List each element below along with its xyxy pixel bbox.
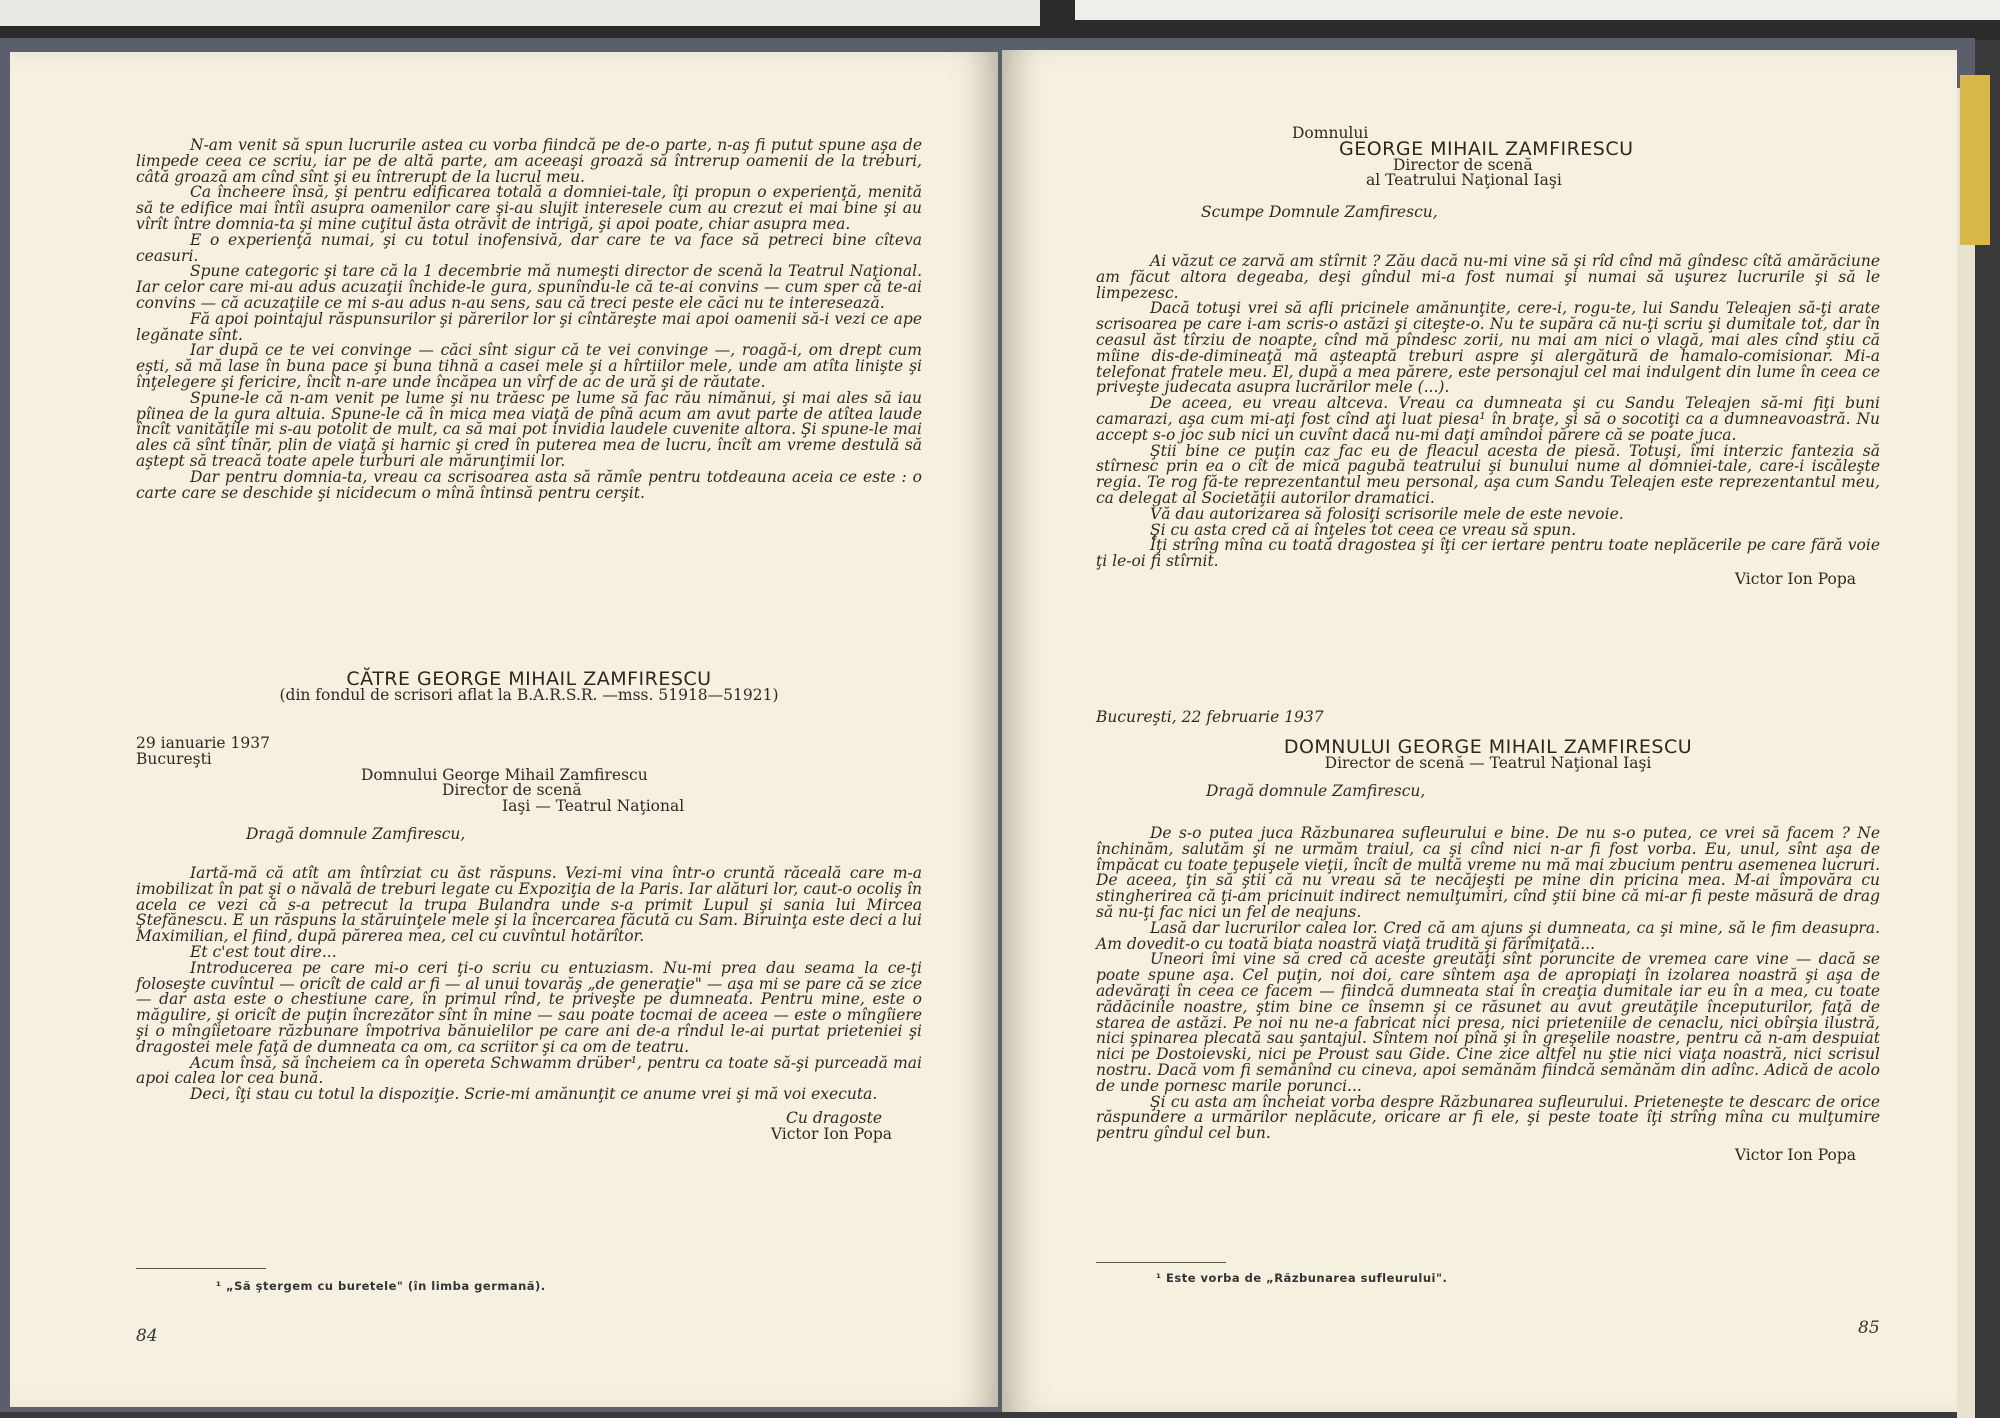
open-book — [0, 38, 1975, 1412]
signature: Victor Ion Popa — [1734, 1145, 1856, 1164]
salutation: Scumpe Domnule Zamfirescu, — [1201, 203, 1438, 222]
page-number: 84 — [136, 1326, 158, 1346]
salutation: Dragă domnule Zamfirescu, — [246, 824, 466, 843]
paragraph: Îţi strîng mîna cu toată dragostea şi îţi cer iertare pentru toate neplăcerile pe care fără voie ţi le-oi fi stîrnit. — [1096, 536, 1880, 571]
scanner-top-edge — [0, 0, 2000, 40]
paragraph: Uneori îmi vine să cred că aceste greutăţi sînt poruncite de vremea care vine — dacă se poate spune aşa. Cel puţin, noi doi, care sîntem aşa de apropiaţi în izolarea noastră şi aşa de adevăraţi în ceea ce facem — fiindcă dumneata stai în creaţia dumitale iar eu în a mea, cu toate rădăcinile noastre, ştim bine ce însemn şi ce răsunet au avut greutăţile începuturilor, faţă de starea de astăzi. Pe noi nu ne-a fabricat nici presa, nici prieteniile de cenaclu, nici obîrşia ilustră, nici şpinarea plecată sau şantajul. Sîntem noi pînă şi în greşelile noastre, pentru că n-am despuiat nici pe Dostoievski, nici pe Proust sau Gide. Cine zice altfel nu ştie nici viaţa noastră, nici scrisul nostru. Dacă vom fi semănînd cu cineva, apoi semănăm fiindcă semănăm din adînc. Adică de acolo de unde pornesc marile porunci... — [1096, 950, 1880, 1095]
footnote-block — [136, 1268, 922, 1295]
letter-date: 29 ianuarie 1937 — [136, 734, 270, 752]
paragraph: Deci, îţi stau cu totul la dispoziţie. Scrie-mi amănunţit ce anume vrei şi mă voi executa. — [190, 1085, 878, 1104]
closing: Cu dragoste — [786, 1108, 882, 1127]
paragraph: Et c'est tout dire... — [190, 942, 337, 961]
letter-source: (din fondul de scrisori aflat la B.A.R.S.R. —mss. 51918—51921) — [279, 685, 779, 704]
scanner-top-strip-right — [1075, 0, 2000, 20]
paragraph: De aceea, eu vreau altceva. Vreau ca dumneata şi cu Sandu Teleajen să-mi fiţi buni camarazi, aşa cum mi-aţi fost cînd aţi luat piesa¹ în braţe, şi să o socotiţi ca a dumneavoastră. Nu accept s-o joc sub nici un cuvînt dacă nu-mi daţi amîndoi părere că se poate juca. — [1096, 394, 1880, 444]
scanner-top-strip — [0, 0, 1040, 26]
recipient-title: Director de scenă — [1393, 155, 1533, 174]
salutation: Dragă domnule Zamfirescu, — [1206, 781, 1426, 800]
letter-heading: DOMNULUI GEORGE MIHAIL ZAMFIRESCU — [1283, 736, 1693, 758]
signature: Victor Ion Popa — [1734, 569, 1856, 588]
paragraph: Iartă-mă că atît am întîrziat cu ăst răspuns. Vezi-mi vina într-o cruntă răceală care m-a imobilizat în pat şi o năvală de treburi legate cu Expoziţia de la Paris. Iar alături lor, caut-o ocoliş în acela ce vezi că s-a petrecut la trupa Bulandra unde s-a primit Lupul şi sania lui Mircea Ştefănescu. E un răspuns la stăruinţele mele şi la încercarea făcută cu Sam. Biruinţa este deci a lui Maximilian, el fiind, după părerea mea, cel cu cuvîntul hotărîtor. — [136, 864, 922, 946]
paragraph: Ai văzut ce zarvă am stîrnit ? Zău dacă nu-mi vine să şi rîd cînd mă gîndesc cîtă amărăciune am făcut altora degeaba, deşi gîndul mi-a fost numai şi numai să uşurez lucrurile şi să le limpezesc. — [1096, 252, 1880, 302]
paragraph: Fă apoi pointajul răspunsurilor şi părerilor lor şi cîntăreşte mai apoi oamenii să-i vezi ce ape legănate sînt. — [136, 309, 922, 344]
paragraph: N-am venit să spun lucrurile astea cu vorba fiindcă pe de-o parte, n-aş fi putut spune aşa de limpede ceea ce scriu, iar pe de altă parte, am aceeaşi groază să întrerup oamenii de la treburi, câtă groază am cînd sînt şi eu întrerupt de la lucrul meu. — [136, 136, 922, 186]
footnote-block — [1096, 1262, 1880, 1287]
paragraph: Acum însă, să încheiem ca în opereta Schwamm drüber¹, pentru ca toate să-şi purceadă mai apoi calea lor cea bună. — [136, 1053, 922, 1088]
letter-header — [136, 736, 922, 843]
footnote-rule — [136, 1268, 266, 1269]
footnote-rule — [1096, 1262, 1226, 1263]
letter-place: Bucureşti — [136, 749, 212, 768]
paragraph: E o experienţă numai, şi cu totul inofensivă, dar care te va face să petreci bine cîteva ceasuri. — [136, 230, 922, 265]
recipient-title: Director de scenă — [442, 781, 582, 800]
recipient-title: Director de scenă — Teatrul Naţional Iaşi — [1324, 753, 1652, 772]
letter2-body — [1096, 826, 1880, 1164]
letter-heading: CĂTRE GEORGE MIHAIL ZAMFIRESCU — [346, 668, 712, 690]
paragraph: De s-o putea juca Răzbunarea sufleurului e bine. De nu s-o putea, ce vrei să facem ? Ne închinăm, salutăm şi ne urmăm traiul, ca şi cînd nici n-ar fi fost vorba. Eu, unul, sînt aşa de împăcat cu toate ţepuşele vieţii, încît de multă vreme nu mă mai zbucium pentru asemenea lucruri. De aceea, ţin să ştii că nu vreau să te necăjeşti pe mine din pricina mea. M-ai împovăra cu stingherirea că ţi-am pricinuit indirect nemulţumiri, cînd ştii bine că mi-ar fi peste măsură de drag să nu-ţi fac nici un fel de neajuns. — [1096, 824, 1880, 921]
footnote: ¹ „Să ştergem cu buretele" (în limba germană). — [216, 1279, 546, 1293]
letter2-date: Bucureşti, 22 februarie 1937 — [1096, 708, 1324, 726]
footnote: ¹ Este vorba de „Răzbunarea sufleurului". — [1156, 1271, 1448, 1285]
yellow-bookmark-edge — [1960, 75, 1990, 245]
paragraph: Ştii bine ce puţin caz fac eu de fleacul acesta de piesă. Totuşi, îmi interzic fantezia să stîrnesc prin ea o cît de mică pagubă teatrului şi bunului nume al domniei-tale, care-i iscăleşte regia. Te rog fă-te reprezentantul meu personal, aşa cum Sandu Teleajen este reprezentantul meu, ca delegat al Societăţii autorilor dramatici. — [1096, 441, 1880, 507]
paragraph: Dacă totuşi vrei să afli pricinele amănunţite, cere-i, rogu-te, lui Sandu Teleajen să-ţi arate scrisoarea pe care i-am scris-o astăzi şi citeşte-o. Nu te supăra că nu-ţi scriu şi dumitale tot, dar în ceasul ăst tîrziu de noapte, cînd mă pîndesc zorii, nu mai am nici o vlagă, mai ales cînd ştiu că mîine dis-de-dimineaţă mă aşteaptă treburi aspre şi alergătură de hamalo-comisionar. Mi-a telefonat fratele meu. El, după a mea părere, este personajul cel mai indulgent din lume în ceea ce priveşte judecata asupra lucrărilor mele (...). — [1096, 299, 1880, 397]
recipient-name: Domnului George Mihail Zamfirescu — [361, 765, 648, 784]
recipient-place: Iaşi — Teatrul Naţional — [502, 797, 685, 816]
paragraph: Spune-le că n-am venit pe lume şi nu trăesc pe lume să fac rău nimănui, şi mai ales să iau pîinea de la gura altuia. Spune-le că în mica mea viaţă de pînă acum am avut parte de atîtea laude încît vanităţile mi s-au potolit de mult, ca să mai pot invidia laudele cuvenite altora. Şi spune-le mai ales că sînt tînăr, plin de viaţă şi harnic şi cred în puterea mea de lucru, încît am vreme destulă să aştept să treacă toate apele turburi ale mărunţimii lor. — [136, 388, 922, 470]
letter-heading: GEORGE MIHAIL ZAMFIRESCU — [1339, 137, 1634, 160]
paragraph: Ca încheere însă, şi pentru edificarea totală a domniei-tale, îţi propun o experienţă, menită să te edifice mai întîi asupra oamenilor care şi-au slujit interesele cum au crezut ei mai bine şi au vîrît între domnia-ta şi mine cuţitul ăsta otrăvit de intrigă, şi apoi poate, chiar asupra mea. — [136, 183, 922, 233]
paragraph: Lasă dar lucrurilor calea lor. Cred că am ajuns şi dumneata, ca şi mine, să le fim deasupra. Am dovedit-o cu toată biata noastră viaţă trudită şi fărîmiţată... — [1096, 918, 1880, 953]
recipient-place: al Teatrului Naţional Iaşi — [1366, 171, 1562, 190]
paragraph: Vă dau autorizarea să folosiţi scrisorile mele de este nevoie. — [1150, 504, 1624, 523]
paragraph: Şi cu asta cred că ai înţeles tot ceea ce vreau să spun. — [1150, 520, 1577, 539]
recipient-prefix: Domnului — [1292, 124, 1369, 142]
letter-body — [136, 866, 922, 1143]
left-page — [10, 52, 998, 1407]
signature: Victor Ion Popa — [770, 1124, 892, 1143]
page-number: 85 — [1858, 1318, 1880, 1338]
paragraph: Dar pentru domnia-ta, vreau ca scrisoarea asta să rămîe pentru totdeauna aceia ce este : o carte care se deschide şi nicidecum o mînă întinsă pentru cerşit. — [136, 467, 922, 502]
paragraph: Introducerea pe care mi-o ceri ţi-o scriu cu entuziasm. Nu-mi prea dau seama la ce-ţi foloseşte cuvîntul — oricît de cald ar fi — al unui tovarăş „de generaţie" — aşa mi se pare că se zice — dar asta este o chestiune care, în primul rînd, te priveşte pe dumneata. Pentru mine, este o măgulire, şi oricît de puţin încrezător sînt în mine — sau poate tocmai de aceea — este o mîngîiere şi o mîngîietoare răzbunare împotriva bănuielilor pe care ani de-a rîndul le-ai purtat prieteniei şi dragostei mele faţă de dumneata ca om, ca scriitor şi ca om de teatru. — [136, 958, 922, 1056]
paragraph: Iar după ce te vei convinge — căci sînt sigur că te vei convinge —, roagă-i, om drept cum eşti, să mă lase în buna pace şi buna tihnă a casei mele şi a hîrtiilor mele, unde am atîta linişte şi înţelegere şi fericire, încît n-are unde încăpea un vîrf de ac de ură şi de răutate. — [136, 341, 922, 391]
letter1-body — [1096, 254, 1880, 588]
right-page — [1002, 50, 1957, 1412]
page-stack-edge — [1957, 88, 1975, 1418]
left-letter-continuation — [136, 138, 922, 501]
letter2-header — [1096, 736, 1880, 800]
letter1-header — [1096, 126, 1880, 221]
paragraph: Şi cu asta am încheiat vorba despre Răzbunarea sufleurului. Prieteneşte te descarc de orice răspundere a urmărilor neplăcute, oricare ar fi ele, şi peste toate îţi strîng mîna cu mulţumire pentru gîndul cel bun. — [1096, 1092, 1880, 1143]
letter-heading-block — [136, 668, 922, 704]
paragraph: Spune categoric şi tare că la 1 decembrie mă numeşti director de scenă la Teatrul Naţional. Iar celor care mi-au adus acuzaţii închide-le gura, spunîndu-le că te-ai convins — cum sper că te-ai convins — că acuzaţiile ce mi s-au adus n-au sens, sau că treci peste ele căci nu te interesează. — [136, 262, 922, 312]
